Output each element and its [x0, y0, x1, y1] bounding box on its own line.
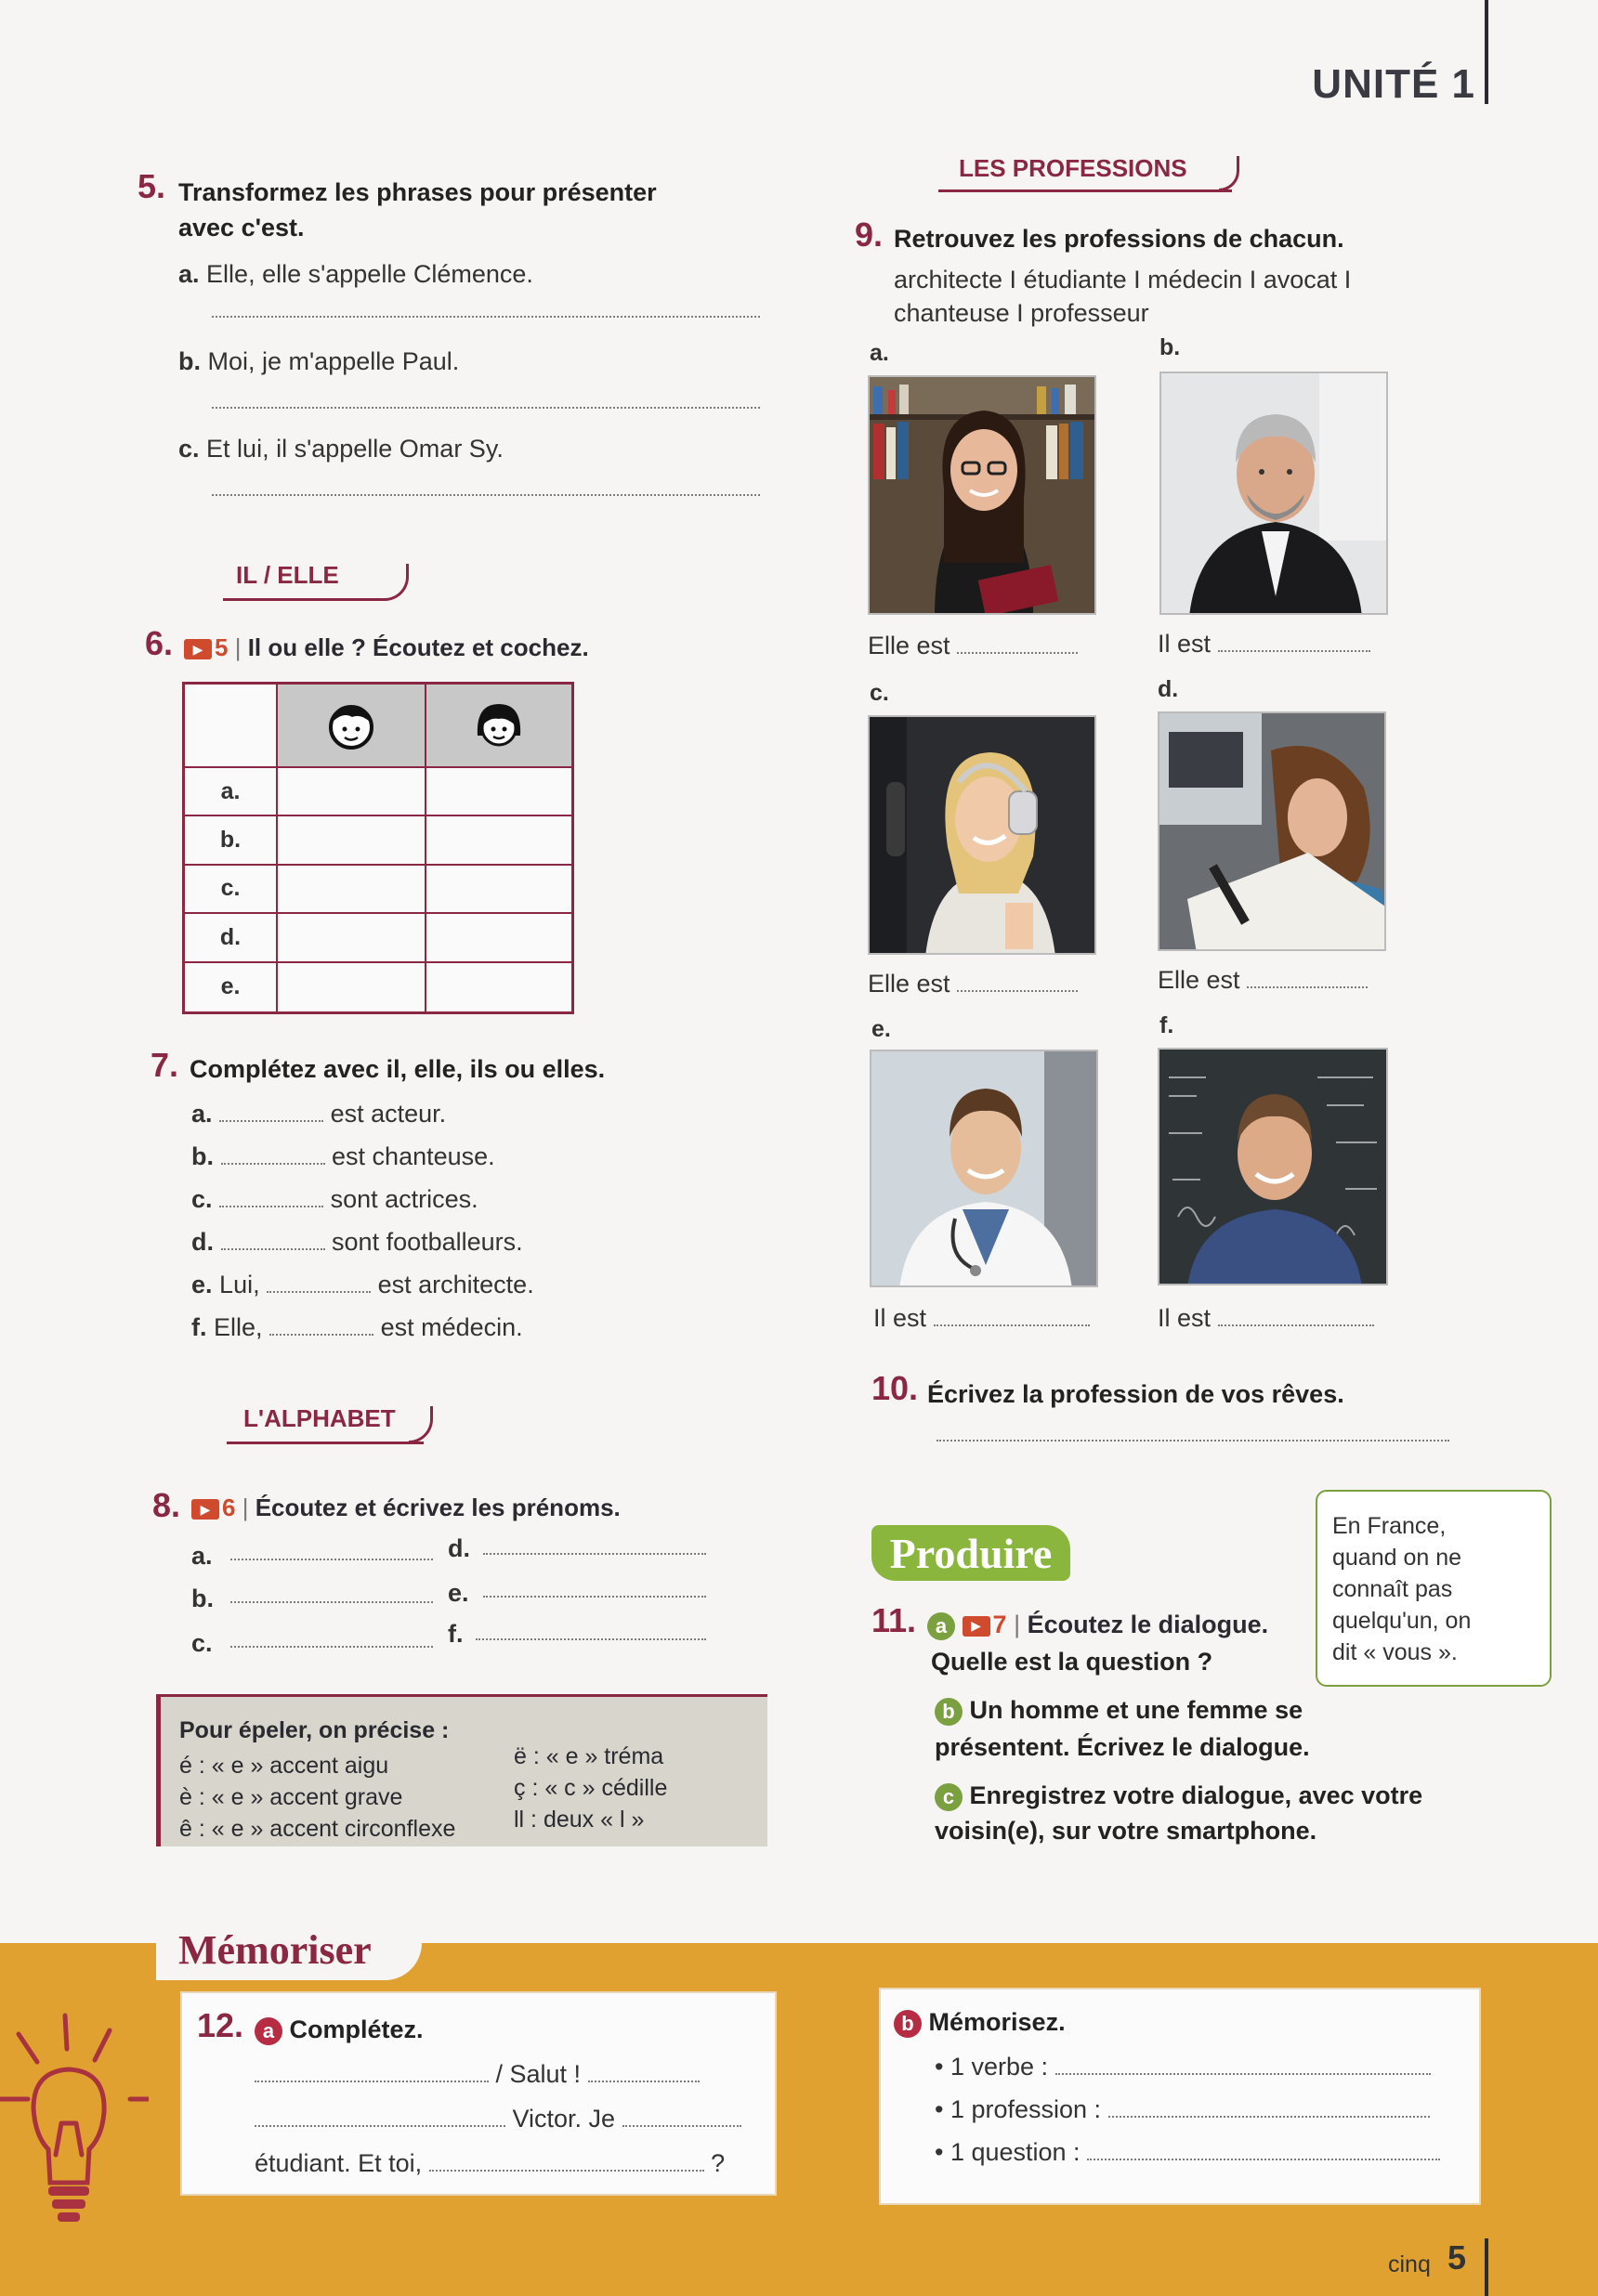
ex11-track: 7 — [992, 1611, 1007, 1638]
section-tag-il-elle: IL / ELLE — [236, 561, 339, 589]
caption-text: Elle est — [868, 632, 950, 659]
checkbox-cell[interactable] — [426, 816, 571, 865]
ex8-answer-f[interactable] — [476, 1638, 706, 1640]
lightbulb-icon — [0, 1997, 149, 2229]
checkbox-cell[interactable] — [426, 768, 571, 816]
ex8-label: e. — [448, 1579, 469, 1607]
memorize-item-text: • 1 profession : — [935, 2095, 1102, 2123]
lawyer-photo-image — [1161, 373, 1388, 615]
info-line: connaît pas — [1332, 1576, 1453, 1602]
spelling-title: Pour épeler, on précise : — [179, 1717, 450, 1743]
ex8-label: a. — [191, 1542, 213, 1570]
ex5-answer-c[interactable] — [212, 494, 760, 496]
ex7-item-b — [191, 1142, 495, 1171]
ex12-line3-text: étudiant. Et toi, — [255, 2149, 423, 2177]
ex8-number: 8. — [152, 1486, 181, 1524]
ex12-blank[interactable] — [622, 2107, 741, 2127]
ex8-item-c — [191, 1629, 213, 1658]
ex7-item-c — [191, 1185, 478, 1214]
ex10-number: 10. — [871, 1369, 919, 1407]
ex6-number: 6. — [145, 624, 174, 662]
memorize-item-text: • 1 question : — [935, 2138, 1081, 2166]
section-tag-professions: LES PROFESSIONS — [959, 154, 1187, 182]
ex9-words-line2: chanteuse I professeur — [894, 299, 1149, 327]
ex7-text: est médecin. — [380, 1313, 523, 1341]
checkbox-cell[interactable] — [278, 816, 426, 865]
photo-label-b: b. — [1159, 334, 1181, 360]
ex7-label: e. — [191, 1271, 213, 1298]
ex5-number: 5. — [138, 167, 166, 205]
caption-answer[interactable] — [1247, 968, 1368, 988]
info-line: quelqu'un, on — [1332, 1608, 1472, 1634]
page-number-word: cinq — [1388, 2251, 1431, 2277]
ex12-a-title: Complétez. — [289, 2016, 424, 2043]
audio-icon[interactable]: ▶ — [184, 639, 212, 659]
photo-caption-e — [873, 1304, 1090, 1333]
ex8-item-f — [448, 1620, 464, 1649]
part-a-badge: a — [255, 2017, 282, 2045]
ex8-answer-a[interactable] — [230, 1559, 433, 1560]
ex7-text: sont footballeurs. — [332, 1228, 523, 1256]
checkbox-cell[interactable] — [426, 866, 571, 914]
ex5-item-b — [178, 347, 459, 376]
ex8-separator: | — [242, 1494, 249, 1521]
photo-singer — [868, 715, 1096, 955]
checkbox-cell[interactable] — [278, 914, 426, 962]
spelling-rule: è : « e » accent grave — [179, 1784, 403, 1810]
ex6-track: 5 — [215, 633, 229, 661]
ex7-text: est architecte. — [377, 1271, 534, 1298]
ex7-label: b. — [191, 1142, 214, 1170]
ex10-answer[interactable] — [937, 1440, 1449, 1442]
memorize-item-question — [935, 2138, 1440, 2167]
ex7-label: f. — [191, 1313, 207, 1341]
ex12-a-box — [180, 1991, 777, 2196]
caption-text: Elle est — [868, 970, 950, 998]
ex5-title-line2: avec c'est. — [178, 214, 305, 241]
footer-divider — [1485, 2238, 1488, 2296]
photo-caption-f — [1158, 1304, 1374, 1333]
ex10-title: Écrivez la profession de vos rêves. — [927, 1380, 1344, 1408]
audio-icon[interactable]: ▶ — [191, 1499, 219, 1520]
girl-column-header — [426, 685, 571, 768]
culture-info-box — [1316, 1490, 1552, 1687]
singer-photo-image — [870, 717, 1096, 955]
ex12-b-box — [879, 1988, 1481, 2205]
caption-answer[interactable] — [957, 972, 1078, 992]
ex11-c-line1: Enregistrez votre dialogue, avec votre — [969, 1781, 1423, 1809]
girl-face-icon — [472, 698, 526, 752]
photo-label-a: a. — [870, 340, 889, 366]
photo-doctor — [870, 1050, 1098, 1287]
ex8-item-e — [448, 1579, 469, 1608]
ex7-blank-e[interactable] — [267, 1272, 371, 1293]
ex8-answer-b[interactable] — [230, 1601, 433, 1603]
ex5-item-a — [178, 260, 533, 289]
memorize-blank[interactable] — [1108, 2097, 1430, 2118]
row-label-a: a. — [185, 768, 278, 816]
row-label-e: e. — [185, 963, 278, 1011]
ex8-item-a — [191, 1542, 213, 1571]
ex7-label: c. — [191, 1185, 213, 1213]
ex7-item-e — [191, 1271, 534, 1299]
header-divider — [1485, 0, 1488, 104]
ex6-title-text: Il ou elle ? Écoutez et cochez. — [247, 633, 589, 661]
info-line: dit « vous ». — [1332, 1639, 1458, 1665]
ex12-blank[interactable] — [255, 2062, 489, 2082]
checkbox-cell[interactable] — [278, 768, 426, 816]
ex11-c-line2: voisin(e), sur votre smartphone. — [935, 1817, 1317, 1845]
ex9-words-line1: architecte I étudiante I médecin I avocat I — [894, 266, 1352, 294]
ex12-a-heading — [255, 2016, 424, 2045]
ex11-part-a — [927, 1611, 1268, 1640]
ex7-title: Complétez avec il, elle, ils ou elles. — [190, 1055, 606, 1083]
row-label-b: b. — [185, 816, 278, 865]
ex8-item-d — [448, 1534, 470, 1563]
ex7-item-a — [191, 1100, 446, 1128]
section-tag-curve — [1219, 156, 1239, 191]
ex5-item-b-label: b. — [178, 347, 201, 375]
ex7-blank-f[interactable] — [269, 1315, 373, 1336]
ex7-item-f — [191, 1313, 523, 1342]
caption-answer[interactable] — [957, 633, 1078, 654]
ex7-label: d. — [191, 1228, 214, 1256]
ex5-item-a-text: Elle, elle s'appelle Clémence. — [206, 260, 533, 288]
ex7-prefix: Elle, — [214, 1313, 263, 1341]
caption-text: Il est — [873, 1304, 927, 1332]
checkbox-cell[interactable] — [426, 963, 571, 1011]
ex8-label: b. — [191, 1585, 214, 1612]
checkbox-cell[interactable] — [426, 914, 571, 962]
doctor-photo-image — [871, 1051, 1098, 1287]
spelling-rule: ê : « e » accent circonflexe — [179, 1816, 456, 1842]
photo-caption-a — [868, 632, 1078, 660]
ex12-line3-end: ? — [711, 2149, 726, 2177]
photo-label-d: d. — [1158, 676, 1179, 702]
ex7-blank-d[interactable] — [221, 1230, 325, 1250]
caption-text: Il est — [1158, 1304, 1212, 1332]
page-number: 5 — [1447, 2238, 1467, 2276]
spelling-rule: ll : deux « l » — [514, 1807, 645, 1833]
caption-text: Il est — [1158, 630, 1212, 658]
row-label-c: c. — [185, 866, 278, 914]
boy-face-icon — [324, 698, 378, 752]
memorize-item-profession — [935, 2095, 1430, 2124]
ex8-label: c. — [191, 1629, 213, 1657]
ex12-b-title: Mémorisez. — [928, 2008, 1066, 2036]
ex11-a-line2: Quelle est la question ? — [931, 1648, 1213, 1676]
photo-label-c: c. — [870, 680, 889, 706]
info-line: quand on ne — [1332, 1545, 1462, 1571]
part-b-badge: b — [894, 2010, 922, 2038]
audio-icon[interactable]: ▶ — [963, 1616, 990, 1637]
spelling-info-box — [156, 1694, 767, 1846]
photo-caption-c — [868, 970, 1078, 998]
ex8-answer-e[interactable] — [483, 1596, 706, 1598]
spelling-rule: ë : « e » tréma — [514, 1743, 664, 1769]
ex6-title — [184, 633, 589, 662]
ex5-item-c-text: Et lui, il s'appelle Omar Sy. — [206, 435, 504, 463]
photo-architect — [1158, 711, 1386, 951]
boy-column-header — [278, 685, 426, 768]
ex8-answer-d[interactable] — [483, 1553, 706, 1555]
ex6-separator: | — [234, 633, 242, 661]
ex8-track: 6 — [222, 1494, 236, 1521]
ex11-part-b — [935, 1696, 1303, 1726]
photo-label-e: e. — [871, 1016, 891, 1042]
memorize-item-verb — [935, 2053, 1431, 2081]
photo-student — [868, 375, 1096, 615]
memorize-blank[interactable] — [1055, 2055, 1431, 2075]
ex8-answer-c[interactable] — [230, 1646, 433, 1648]
ex12-line2 — [255, 2105, 741, 2133]
caption-answer[interactable] — [1218, 1306, 1374, 1326]
ex5-item-c-label: c. — [178, 435, 200, 463]
ex12-blank[interactable] — [429, 2151, 704, 2172]
ex12-number: 12. — [197, 2006, 244, 2044]
ex7-blank-b[interactable] — [221, 1144, 325, 1165]
photo-teacher — [1158, 1048, 1388, 1285]
ex11-b-line1: Un homme et une femme se — [969, 1696, 1303, 1724]
produire-badge: Produire — [871, 1525, 1070, 1581]
ex11-part-c — [935, 1781, 1422, 1811]
part-b-badge: b — [935, 1698, 963, 1726]
spelling-rule: é : « e » accent aigu — [179, 1753, 389, 1779]
ex5-title-line1: Transformez les phrases pour présenter — [178, 178, 657, 206]
ex11-b-line2: présentent. Écrivez le dialogue. — [935, 1733, 1310, 1761]
unit-title: UNITÉ 1 — [1312, 61, 1475, 107]
section-tag-underline — [227, 1442, 424, 1444]
part-a-badge: a — [927, 1612, 955, 1640]
row-label-d: d. — [185, 914, 278, 962]
ex5-item-b-text: Moi, je m'appelle Paul. — [207, 347, 460, 375]
ex12-line2-text: Victor. Je — [512, 2105, 616, 2133]
info-line: En France, — [1332, 1513, 1447, 1539]
photo-label-f: f. — [1159, 1012, 1174, 1038]
ex5-answer-b[interactable] — [212, 407, 760, 409]
ex8-title-text: Écoutez et écrivez les prénoms. — [255, 1494, 621, 1521]
caption-text: Elle est — [1158, 966, 1240, 994]
checkbox-cell[interactable] — [278, 963, 426, 1011]
ex12-line3 — [255, 2149, 725, 2178]
ex11-a-line1: Écoutez le dialogue. — [1027, 1611, 1269, 1638]
ex7-text: sont actrices. — [330, 1185, 478, 1213]
ex5-item-c — [178, 435, 504, 463]
section-tag-curve — [381, 564, 409, 601]
photo-caption-b — [1158, 630, 1370, 659]
caption-answer[interactable] — [1218, 632, 1370, 652]
ex6-table — [182, 682, 574, 1014]
ex12-blank[interactable] — [255, 2107, 505, 2127]
ex5-answer-a[interactable] — [212, 316, 760, 318]
ex8-label: d. — [448, 1534, 470, 1562]
ex8-label: f. — [448, 1620, 464, 1648]
ex7-label: a. — [191, 1100, 213, 1128]
architect-photo-image — [1159, 713, 1386, 951]
ex8-title — [191, 1494, 621, 1522]
memorize-blank[interactable] — [1087, 2140, 1440, 2160]
photo-lawyer — [1159, 372, 1388, 615]
ex7-blank-a[interactable] — [219, 1102, 323, 1122]
memoriser-title: Mémoriser — [156, 1924, 422, 1980]
section-tag-alphabet: L'ALPHABET — [243, 1404, 396, 1432]
ex8-item-b — [191, 1585, 214, 1613]
ex12-line1-text: / Salut ! — [495, 2060, 582, 2088]
section-tag-underline — [223, 598, 386, 601]
ex7-text: est acteur. — [330, 1100, 447, 1128]
section-tag-underline — [938, 189, 1232, 192]
ex9-number: 9. — [855, 215, 884, 254]
section-tag-curve — [409, 1406, 433, 1443]
spelling-rule: ç : « c » cédille — [514, 1775, 668, 1801]
photo-caption-d — [1158, 966, 1368, 995]
student-photo-image — [870, 377, 1096, 615]
teacher-photo-image — [1159, 1050, 1388, 1285]
ex12-blank[interactable] — [588, 2062, 700, 2082]
ex9-title: Retrouvez les professions de chacun. — [894, 225, 1344, 253]
memorize-item-text: • 1 verbe : — [935, 2053, 1049, 2081]
ex11-number: 11. — [871, 1601, 917, 1639]
checkbox-cell[interactable] — [278, 866, 426, 914]
ex5-item-a-label: a. — [178, 260, 200, 288]
ex12-b-heading — [894, 2008, 1066, 2038]
ex7-item-d — [191, 1228, 523, 1257]
ex11-separator: | — [1014, 1611, 1021, 1638]
part-c-badge: c — [935, 1783, 963, 1811]
ex7-prefix: Lui, — [219, 1271, 260, 1298]
caption-answer[interactable] — [934, 1306, 1090, 1326]
ex7-text: est chanteuse. — [332, 1142, 495, 1170]
ex7-blank-c[interactable] — [219, 1187, 323, 1207]
table-corner — [185, 685, 278, 768]
ex7-number: 7. — [151, 1046, 179, 1084]
ex12-line1 — [255, 2060, 700, 2089]
